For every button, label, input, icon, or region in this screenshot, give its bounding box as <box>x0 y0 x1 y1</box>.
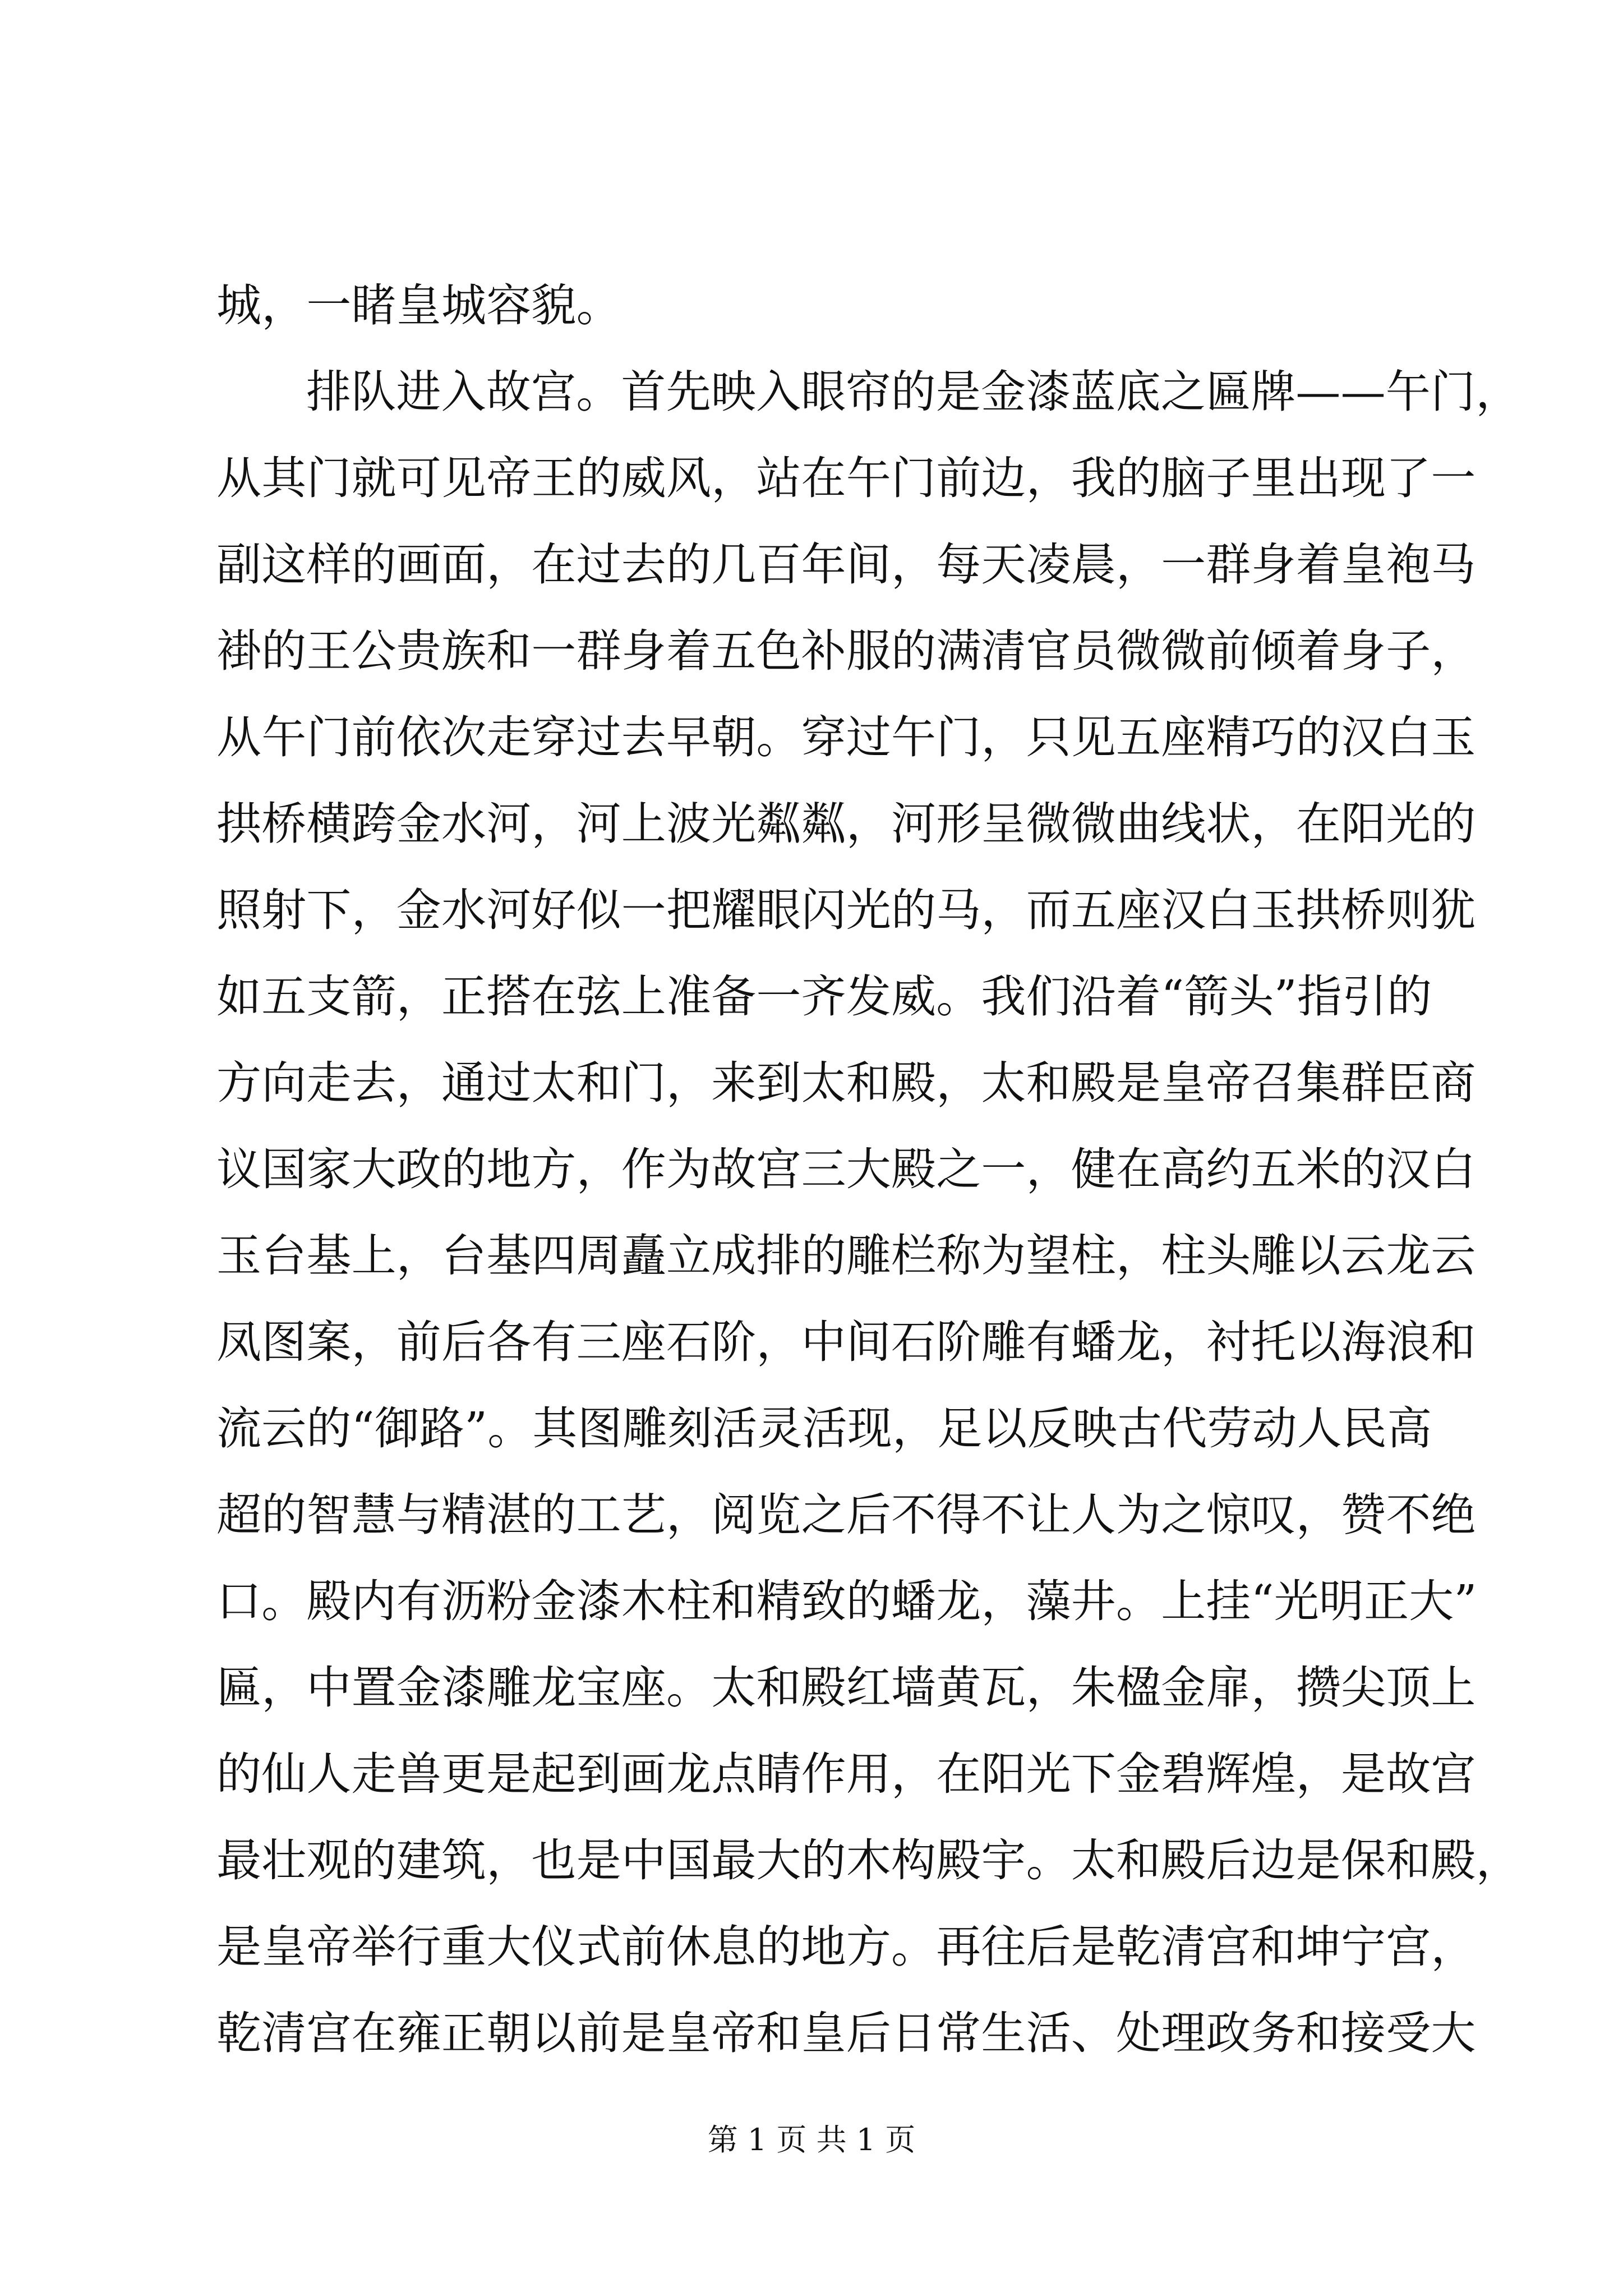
body-text <box>216 0 1521 2109</box>
text-line: 照射下，金水河好似一把耀眼闪光的马，而五座汉白玉拱桥则犹 <box>216 884 1476 936</box>
text-line: 玉台基上，台基四周矗立成排的雕栏称为望柱，柱头雕以云龙云 <box>216 1230 1476 1282</box>
text-line: 褂的王公贵族和一群身着五色补服的满清官员微微前倾着身子， <box>216 625 1476 677</box>
text-line: 方向走去，通过太和门，来到太和殿，太和殿是皇帝召集群臣商 <box>216 1057 1476 1109</box>
text-line: 超的智慧与精湛的工艺，阅览之后不得不让人为之惊叹，赞不绝 <box>216 1489 1476 1541</box>
text-line: 乾清宫在雍正朝以前是皇帝和皇后日常生活、处理政务和接受大 <box>216 2007 1476 2059</box>
text-line: 从其门就可见帝王的威风，站在午门前边，我的脑子里出现了一 <box>216 452 1476 504</box>
text-line: 是皇帝举行重大仪式前休息的地方。再往后是乾清宫和坤宁宫， <box>216 1921 1476 1973</box>
text-line: 如五支箭，正搭在弦上准备一齐发威。我们沿着“箭头”指引的 <box>216 970 1432 1023</box>
text-line: 议国家大政的地方，作为故宫三大殿之一，健在高约五米的汉白 <box>216 1143 1476 1195</box>
text-line: 的仙人走兽更是起到画龙点睛作用，在阳光下金碧辉煌，是故宫 <box>216 1748 1476 1800</box>
text-line: 拱桥横跨金水河，河上波光粼粼，河形呈微微曲线状，在阳光的 <box>216 798 1476 850</box>
text-line: 匾，中置金漆雕龙宝座。太和殿红墙黄瓦，朱楹金扉，攒尖顶上 <box>216 1662 1476 1714</box>
page-number-label: 第 1 页 共 1 页 <box>707 2122 916 2157</box>
text-line: 凤图案，前后各有三座石阶，中间石阶雕有蟠龙，衬托以海浪和 <box>216 1316 1476 1368</box>
text-line: 排队进入故宫。首先映入眼帘的是金漆蓝底之匾牌——午门， <box>306 366 1521 418</box>
page-footer <box>0 2118 1623 2162</box>
text-line: 城，一睹皇城容貌。 <box>216 279 621 332</box>
text-line: 从午门前依次走穿过去早朝。穿过午门，只见五座精巧的汉白玉 <box>216 711 1476 763</box>
text-line: 最壮观的建筑，也是中国最大的木构殿宇。太和殿后边是保和殿， <box>216 1834 1521 1887</box>
text-line: 副这样的画面，在过去的几百年间，每天凌晨，一群身着皇袍马 <box>216 539 1476 591</box>
text-line: 口。殿内有沥粉金漆木柱和精致的蟠龙，藻井。上挂“光明正大” <box>216 1575 1477 1627</box>
text-line: 流云的“御路”。其图雕刻活灵活现，足以反映古代劳动人民高 <box>216 1402 1432 1455</box>
